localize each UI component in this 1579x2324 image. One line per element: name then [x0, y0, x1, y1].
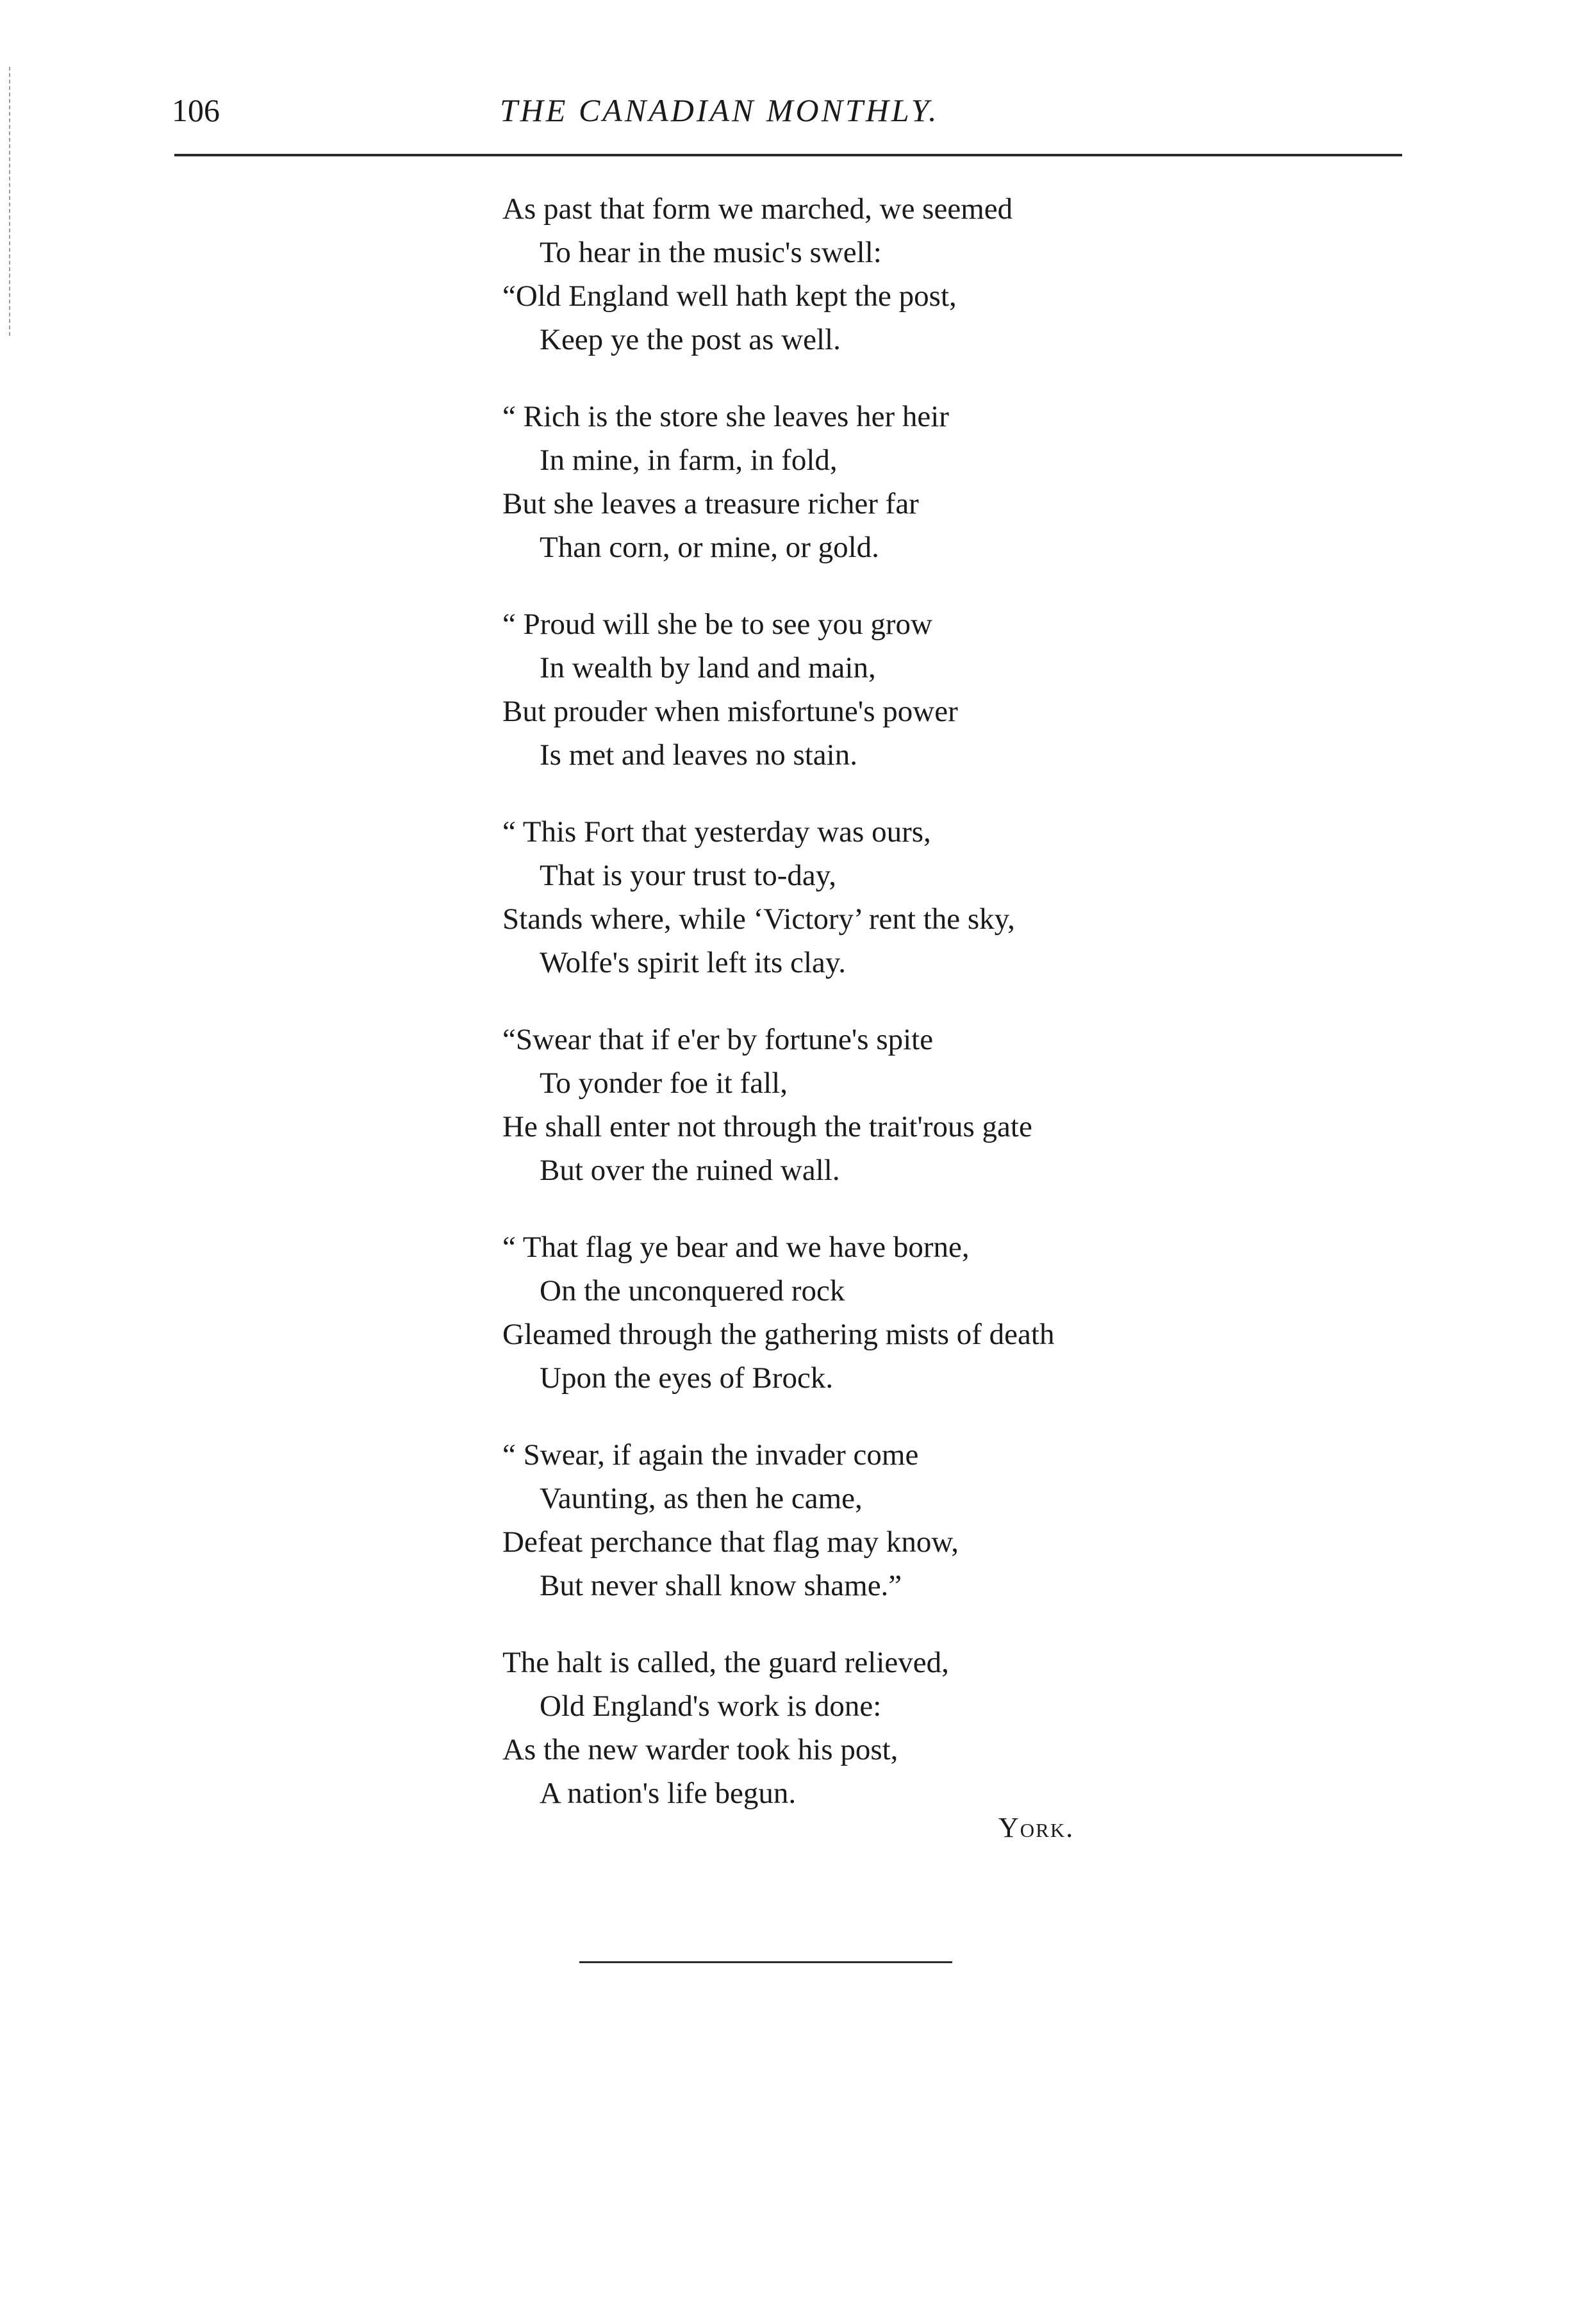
poem-line: “ This Fort that yesterday was ours, — [502, 815, 931, 849]
poem-line: But never shall know shame.” — [540, 1569, 902, 1602]
poem-line: Stands where, while ‘Victory’ rent the sky, — [502, 902, 1015, 936]
poem-line: Wolfe's spirit left its clay. — [540, 946, 847, 979]
poem-line: “ Swear, if again the invader come — [502, 1438, 919, 1472]
poem-line: He shall enter not through the trait'rous gate — [502, 1110, 1032, 1143]
page-number: 106 — [172, 92, 220, 128]
stanza — [502, 395, 1143, 569]
stanza — [502, 1018, 1143, 1192]
poem-line: “Swear that if e'er by fortune's spite — [502, 1023, 934, 1056]
poem-line: But over the ruined wall. — [540, 1154, 840, 1187]
poem-line: A nation's life begun. — [540, 1777, 797, 1810]
poem-line: In wealth by land and main, — [540, 651, 876, 685]
poem-line: “ That flag ye bear and we have borne, — [502, 1231, 970, 1264]
poem-line: Keep ye the post as well. — [540, 323, 841, 356]
stanza — [502, 602, 1143, 777]
poem-line: The halt is called, the guard relieved, — [502, 1646, 949, 1679]
poem-line: In mine, in farm, in fold, — [540, 444, 838, 477]
poem-line: But prouder when misfortune's power — [502, 695, 958, 728]
poem-line: “ Proud will she be to see you grow — [502, 608, 932, 641]
header-rule — [174, 154, 1402, 156]
scan-edge-marks — [9, 67, 15, 336]
poem — [502, 187, 1143, 1848]
poem-line: That is your trust to-day, — [540, 859, 836, 892]
stanza — [502, 1225, 1143, 1400]
poem-line: As the new warder took his post, — [502, 1733, 898, 1766]
stanza — [502, 810, 1143, 984]
poem-line: To yonder foe it fall, — [540, 1067, 788, 1100]
end-rule — [579, 1961, 952, 1963]
poem-line: Is met and leaves no stain. — [540, 738, 857, 772]
poem-line: Vaunting, as then he came, — [540, 1482, 863, 1515]
running-title: THE CANADIAN MONTHLY. — [500, 92, 939, 128]
poem-line: Old England's work is done: — [540, 1689, 882, 1723]
stanza — [502, 1433, 1143, 1607]
poem-line: Than corn, or mine, or gold. — [540, 531, 879, 564]
poem-line: Gleamed through the gathering mists of death — [502, 1318, 1055, 1351]
poem-line: Upon the eyes of Brock. — [540, 1361, 834, 1395]
poem-line: “ Rich is the store she leaves her heir — [502, 400, 949, 433]
stanza — [502, 187, 1143, 361]
poem-line: As past that form we marched, we seemed — [502, 192, 1013, 226]
poem-line: But she leaves a treasure richer far — [502, 487, 919, 520]
poem-line: On the unconquered rock — [540, 1274, 845, 1307]
stanza — [502, 1641, 1143, 1815]
poem-line: Defeat perchance that flag may know, — [502, 1525, 959, 1559]
author-signature: York. — [998, 1812, 1075, 1843]
poem-line: To hear in the music's swell: — [540, 236, 882, 269]
poem-line: “Old England well hath kept the post, — [502, 279, 957, 313]
